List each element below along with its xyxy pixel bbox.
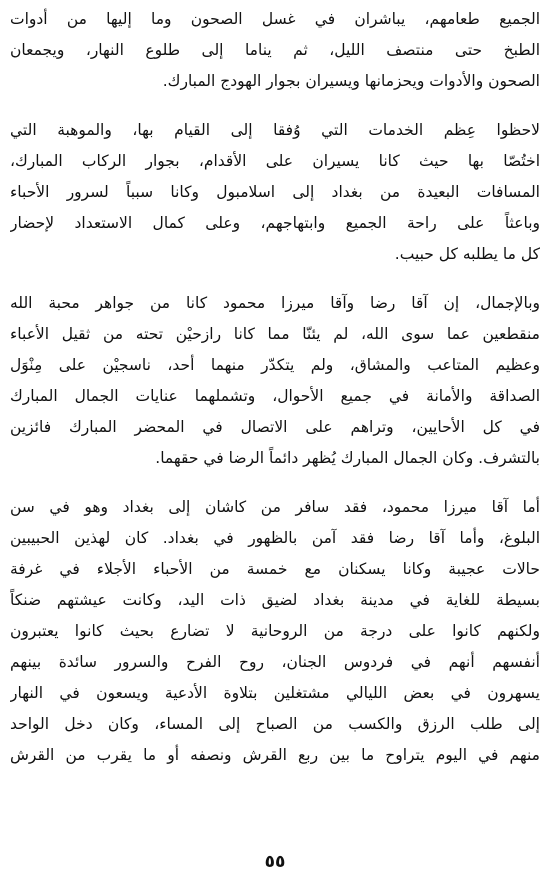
text-line: إلى طلب الرزق والكسب من الصباح إلى المساء، وكان دخل الواحد <box>10 715 540 733</box>
paragraph-4 <box>10 492 540 771</box>
text-line: الطبخ حتى منتصف الليل، ثم يناما إلى طلوع النهار، ويجمعان <box>10 41 540 59</box>
text-line: الصداقة والأمانة في جميع الأحوال، وتشملهما عنايات الجمال المبارك <box>10 387 540 405</box>
text-line: في كل الأحايين، وتراهم على الاتصال في المحضر المبارك فائزين <box>10 418 540 436</box>
text-line: يسهرون في بعض الليالي مشتغلين بتلاوة الأدعية ويسعون في النهار <box>10 684 540 702</box>
text-line: أنفسهم أنهم في فردوس الجنان، روح الفرح والسرور سائدة بينهم <box>10 653 540 671</box>
text-line: البلوغ، وأما آقا رضا فقد آمن بالظهور في بغداد. كان لهذين الحبيبين <box>10 529 540 547</box>
text-line: وعظيم المتاعب والمشاق، ولم يتكدّر منهما أحد، ناسجيْن على مِنْوَل <box>10 356 540 374</box>
paragraph-3 <box>10 288 540 474</box>
text-line: لاحظوا عِظم الخدمات التي وُفقا إلى القيام بها، والموهبة التي <box>10 121 540 139</box>
text-line: الجميع طعامهم، يباشران في غسل الصحون وما إليها من أدوات <box>10 10 540 28</box>
text-line: وبالإجمال، إن آقا رضا وآقا ميرزا محمود كانا من جواهر محبة الله <box>10 294 540 312</box>
text-line: منهم في اليوم يتراوح ما بين ربع القرش ونصفه أو ما يقرب من القرش <box>10 746 540 764</box>
text-line: منقطعين عما سوى الله، لم يئنّا مما كانا رازحيْن تحته من ثقيل الأعباء <box>10 325 540 343</box>
text-line: بسيطة للغاية في مدينة بغداد لضيق ذات اليد، وكانت عيشتهم ضنكاً <box>10 591 540 609</box>
text-line: وباعثاً على راحة الجميع وابتهاجهم، وعلى كمال الاستعداد لإحضار <box>10 214 540 232</box>
page-number: ٥٥ <box>264 852 286 872</box>
paragraph-1 <box>10 4 540 97</box>
text-line: المسافات البعيدة من بغداد إلى اسلامبول وكانا سبباً لسرور الأحباء <box>10 183 540 201</box>
text-line: ولكنهم كانوا على درجة من الروحانية لا تضارع بحيث كانوا يعتبرون <box>10 622 540 640</box>
text-line: كل ما يطلبه كل حبيب. <box>394 245 540 263</box>
text-line: حالات عجيبة وكانا يسكنان مع خمسة من الأحباء الأجلاء في غرفة <box>10 560 540 578</box>
text-line: بالتشرف. وكان الجمال المبارك يُظهر دائماً الرضا في حقهما. <box>155 449 540 467</box>
text-line: أما آقا ميرزا محمود، فقد سافر من كاشان إلى بغداد وهو في سن <box>10 498 540 516</box>
text-line: اختُصّا بها حيث كانا يسيران على الأقدام، بجوار الركاب المبارك، <box>10 152 540 170</box>
paragraph-2 <box>10 115 540 270</box>
text-line: الصحون والأدوات ويحزمانها ويسيران بجوار الهودج المبارك. <box>162 72 540 90</box>
